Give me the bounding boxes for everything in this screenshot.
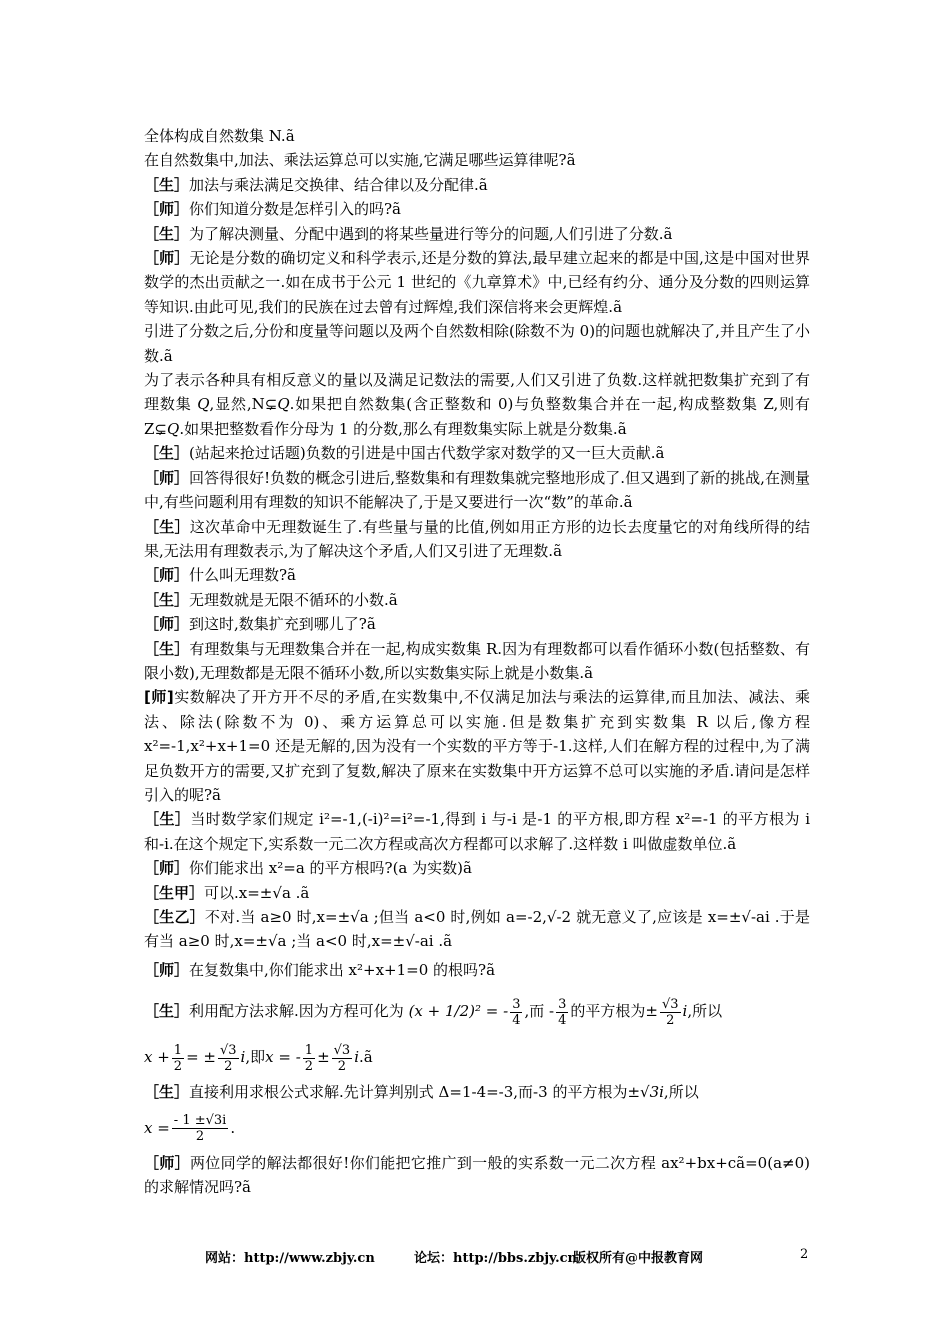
dialogue-teacher — [144, 246, 810, 319]
text-line: ,显然,N⊊ — [209, 395, 278, 414]
text-line: (站起来抢过话题)负数的引进是中国古代数学家对数学的又一巨大贡献.ã — [189, 444, 665, 463]
text-line: 直接利用求根公式求解.先计算判别式 Δ=1-4=-3,而-3 的平方根为 — [189, 1083, 628, 1102]
text-line: 什么叫无理数?ã — [189, 566, 297, 585]
denominator: 2 — [337, 1058, 347, 1074]
fraction — [510, 997, 522, 1028]
fraction — [172, 1113, 229, 1144]
speaker-label: ［生］ — [144, 224, 190, 243]
speaker-label: ［生］ — [144, 444, 190, 463]
paragraph — [144, 368, 810, 441]
text-line: .如果把自然数集(含正整数和 0)与负整数集合并在一起,构成整数集 Z,则有 Z⊊ — [144, 395, 810, 438]
numerator: 1 — [304, 1042, 314, 1058]
dialogue-student — [144, 515, 810, 564]
denominator: 2 — [195, 1129, 205, 1145]
dialogue-student — [144, 988, 810, 1034]
paragraph — [144, 1105, 810, 1151]
denominator: 2 — [224, 1058, 233, 1074]
speaker-label: ［师］ — [144, 200, 190, 219]
text-line: .ã — [359, 1048, 373, 1067]
speaker-label: ［师］ — [144, 1153, 190, 1172]
text-line: 回答得很好!负数的概念引进后,整数集和有理数集就完整地形成了.但又遇到了新的挑战,在测量中,有些问题利用有理数的知识不能解决了,于是又要进行一次“数”的革命.ã — [144, 468, 810, 512]
speaker-label: ［师］ — [144, 615, 190, 634]
math-expression: x = — [144, 1118, 170, 1137]
math-expression: (x + 1/2)² = - — [408, 1002, 509, 1021]
page-footer — [0, 1247, 950, 1269]
speaker-label: ［生］ — [144, 590, 190, 609]
numerator: 3 — [512, 996, 521, 1012]
footer-website: 网站：http://www.zbjy.cn — [205, 1251, 375, 1266]
math-expression: x = - — [265, 1048, 301, 1067]
math-symbol: ± — [645, 1002, 658, 1021]
speaker-label: ［生甲］ — [144, 883, 205, 902]
text-line: 在自然数集中,加法、乘法运算总可以实施,它满足哪些运算律呢?ã — [144, 151, 576, 170]
speaker-label: ［师］ — [144, 249, 190, 268]
paragraph — [144, 148, 810, 172]
dialogue-teacher — [144, 612, 810, 636]
numerator: √3 — [661, 996, 679, 1012]
speaker-label: ［生］ — [144, 517, 190, 536]
text-line: 这次革命中无理数诞生了.有些量与量的比值,例如用正方形的边长去度量它的对角线所得的结果,无法用有理数表示,为了解决这个矛盾,人们又引进了无理数.ã — [144, 517, 810, 560]
text-line: 实数解决了开方开不尽的矛盾,在实数集中,不仅满足加法与乘法的运算律,而且加法、减法、乘法、除法(除数不为 0)、乘方运算总可以实施.但是数集扩充到实数集 R 以后,像方程 x²=-1,x²+x+1=0 还是无解的,因为没有一个实数的平方等于-1.这样,人们在解方程的过程中,为了满足负数开方的需要,又扩充到了复数,解决了原来在实数集中开方运算不总可以实施的矛盾.请问是怎样引入的呢?ã — [144, 688, 810, 804]
dialogue-student-a — [144, 881, 810, 905]
text-line: 无理数就是无限不循环的小数.ã — [189, 590, 398, 609]
fraction — [660, 997, 681, 1028]
text-line: .如果把整数看作分母为 1 的分数,那么有理数集实际上就是分数集.ã — [179, 419, 627, 438]
numerator: √3 — [333, 1042, 351, 1058]
math-symbol: Q — [197, 395, 210, 414]
text-line: 当时数学家们规定 i²=-1,(-i)²=i²=-1,得到 i 与-i 是-1 的平方根,即方程 x²=-1 的平方根为 i 和-i.在这个规定下,实系数一元二次方程或高次方程都可以求解了.这样数 i 叫做虚数单位.ã — [144, 810, 810, 853]
dialogue-teacher — [144, 197, 810, 221]
denominator: 4 — [512, 1012, 521, 1028]
text-line: ,即 — [245, 1048, 266, 1067]
speaker-label: ［师］ — [144, 468, 190, 487]
dialogue-student — [144, 222, 810, 246]
dialogue-teacher — [144, 856, 810, 880]
math-symbol: i — [354, 1048, 360, 1067]
speaker-label: ［师］ — [144, 566, 190, 585]
text-line: 不对.当 a≥0 时,x=±√a ;但当 a<0 时,例如 a=-2,√-2 就无意义了,应该是 x=±√-ai .于是有当 a≥0 时,x=±√a ;当 a<0 时,x=±√-ai .ã — [144, 908, 810, 951]
dialogue-student — [144, 441, 810, 465]
text-line: 的平方根为 — [570, 1002, 646, 1021]
dialogue-teacher — [144, 958, 810, 982]
numerator: - 1 ±√3i — [173, 1113, 227, 1129]
speaker-label: [师] — [144, 688, 174, 707]
text-line: 可以.x=±√a .ã — [204, 883, 310, 902]
speaker-label: ［生］ — [144, 810, 191, 829]
numerator: 1 — [173, 1042, 183, 1058]
math-symbol: i — [240, 1048, 246, 1067]
text-line: 在复数集中,你们能求出 x²+x+1=0 的根吗?ã — [189, 960, 496, 979]
page-number: 2 — [800, 1247, 809, 1262]
dialogue-student — [144, 173, 810, 197]
denominator: 4 — [558, 1012, 567, 1028]
dialogue-teacher — [144, 1151, 810, 1200]
text-line: 为了解决测量、分配中遇到的将某些量进行等分的问题,人们引进了分数.ã — [189, 224, 673, 243]
math-symbol: = ± — [186, 1048, 216, 1067]
speaker-label: ［生］ — [144, 1083, 190, 1102]
text-line: 有理数集与无理数集合并在一起,构成实数集 R.因为有理数都可以看作循环小数(包括整数、有限小数),无理数都是无限不循环小数,所以实数集实际上就是小数集.ã — [144, 639, 810, 682]
text-line: 为了表示各种具有相反意义的量以及满足记数法的需要,人们又引进了负数.这样就把数集扩充到了有理数集 — [144, 371, 810, 414]
dialogue-student — [144, 637, 810, 686]
text-line: . — [230, 1118, 236, 1137]
speaker-label: ［师］ — [144, 960, 190, 979]
denominator: 2 — [173, 1058, 183, 1074]
math-symbol: i — [682, 1002, 688, 1021]
text-line: ,所以 — [687, 1002, 723, 1021]
numerator: 3 — [558, 996, 567, 1012]
text-line: 引进了分数之后,分份和度量等问题以及两个自然数相除(除数不为 0)的问题也就解决了,并且产生了小数.ã — [144, 322, 810, 365]
numerator: √3 — [219, 1042, 237, 1058]
fraction — [332, 1043, 353, 1074]
dialogue-student — [144, 807, 810, 856]
speaker-label: ［生］ — [144, 639, 190, 658]
lesson-transcript — [144, 124, 810, 1199]
text-line: 加法与乘法满足交换律、结合律以及分配律.ã — [189, 175, 488, 194]
text-line: 你们能求出 x²=a 的平方根吗?(a 为实数)ã — [189, 859, 472, 878]
dialogue-student — [144, 588, 810, 612]
text-line: ,而 - — [524, 1002, 555, 1021]
math-symbol: Q — [167, 419, 180, 438]
paragraph — [144, 1034, 810, 1080]
paragraph — [144, 124, 810, 148]
dialogue-student — [144, 1080, 810, 1104]
dialogue-teacher — [144, 466, 810, 515]
fraction — [303, 1043, 315, 1074]
speaker-label: ［生］ — [144, 175, 190, 194]
text-line: 两位同学的解法都很好!你们能把它推广到一般的实系数一元二次方程 ax²+bx+cã=0(a≠0)的求解情况吗?ã — [144, 1153, 810, 1197]
math-symbol: Q — [277, 395, 290, 414]
text-line: 无论是分数的确切定义和科学表示,还是分数的算法,最早建立起来的都是中国,这是中国对世界数学的杰出贡献之一.如在成书于公元 1 世纪的《九章算术》中,已经有约分、通分及分数的四则运算等知识.由此可见,我们的民族在过去曾有过辉煌,我们深信将来会更辉煌.ã — [144, 249, 810, 316]
speaker-label: ［生乙］ — [144, 908, 205, 926]
math-expression: x + — [144, 1048, 170, 1067]
dialogue-student-b — [144, 905, 810, 954]
footer-forum: 论坛：http://bbs.zbjy.cn — [414, 1251, 578, 1266]
fraction — [556, 997, 568, 1028]
fraction — [218, 1043, 239, 1074]
text-line: 全体构成自然数集 N.ã — [144, 127, 295, 145]
speaker-label: ［师］ — [144, 859, 190, 878]
paragraph — [144, 319, 810, 368]
math-symbol: ± — [317, 1048, 330, 1067]
text-line: ,所以 — [663, 1083, 699, 1102]
text-line: 你们知道分数是怎样引入的吗?ã — [189, 200, 402, 219]
denominator: 2 — [666, 1012, 675, 1028]
text-line: 到这时,数集扩充到哪儿了?ã — [189, 615, 376, 634]
dialogue-teacher — [144, 685, 810, 807]
footer-copyright: 版权所有@中报教育网 — [573, 1251, 704, 1266]
fraction — [172, 1043, 184, 1074]
text-line: 利用配方法求解.因为方程可化为 — [189, 1002, 404, 1021]
dialogue-teacher — [144, 563, 810, 587]
speaker-label: ［生］ — [144, 1002, 190, 1021]
denominator: 2 — [304, 1058, 314, 1074]
math-expression: ±√3i — [627, 1083, 664, 1102]
